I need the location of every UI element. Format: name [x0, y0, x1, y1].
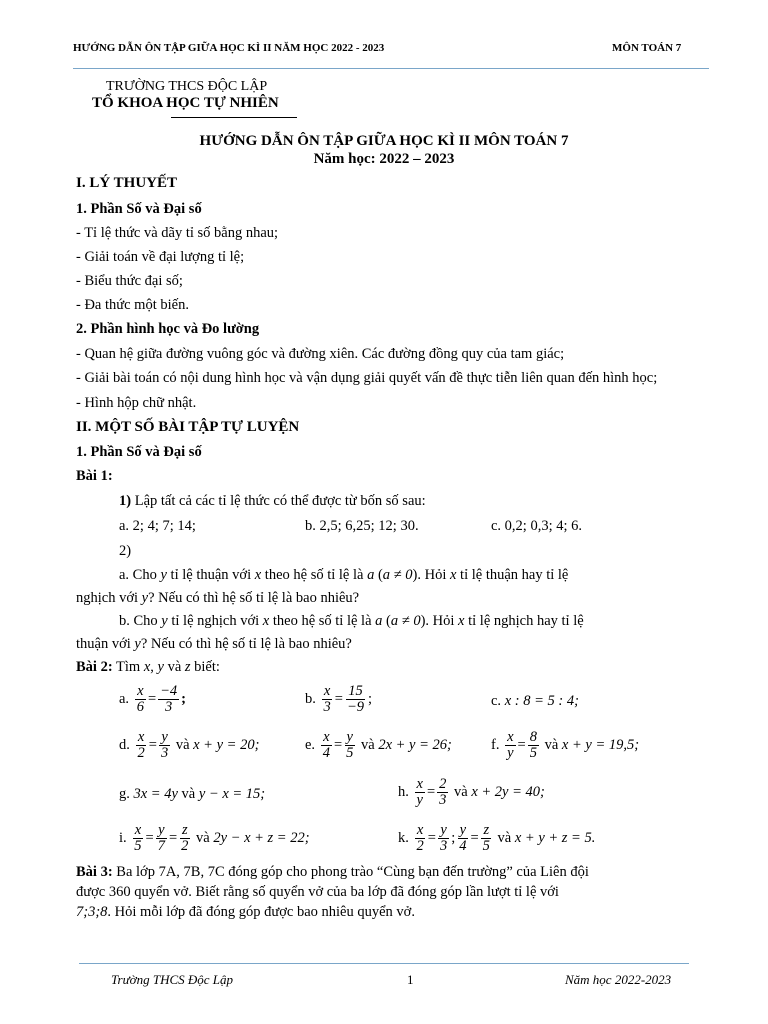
bai1-q1-option-c: c. 0,2; 0,3; 4; 6. [491, 518, 583, 534]
theory-geometry-item: - Quan hệ giữa đường vuông góc và đường xiên. Các đường đồng quy của tam giác; [76, 346, 565, 362]
theory-algebra-item: - Tỉ lệ thức và dãy tỉ số bằng nhau; [76, 225, 279, 241]
bai1-q2a-line1: a. Cho y tỉ lệ thuận với x theo hệ số tỉ lệ là a (a ≠ 0). Hỏi x tỉ lệ thuận hay tỉ lệ [119, 567, 569, 583]
bai1-q2a-line2: nghịch với y? Nếu có thì hệ số tỉ lệ là bao nhiêu? [76, 590, 360, 606]
running-header-subject: MÔN TOÁN 7 [612, 42, 682, 54]
theory-algebra-item: - Giải toán về đại lượng tỉ lệ; [76, 249, 245, 265]
bai3-label: Bài 3: [76, 864, 113, 880]
section-theory-heading: I. LÝ THUYẾT [76, 175, 178, 191]
bai2-item-b: b. $\frac{x}{3}$ = $\frac{15}{-9}$ ; [305, 683, 373, 716]
department-name: TỔ KHOA HỌC TỰ NHIÊN [92, 95, 279, 111]
header-rule [73, 68, 709, 69]
bai2-item-h: h. $\frac{x}{y}$ = $\frac{2}{3}$ và x + 2y = 40; [398, 776, 545, 809]
footer-rule [79, 963, 689, 964]
page-number: 1 [407, 972, 414, 987]
theory-algebra-item: - Biểu thức đại số; [76, 273, 183, 289]
bai2-item-a: a. $\frac{x}{6}$ = $\frac{-4}{3}$ ; [119, 683, 187, 716]
department-underline [171, 117, 297, 118]
bai1-q1-option-b: b. 2,5; 6,25; 12; 30. [305, 518, 419, 534]
bai2-label: Bài 2: [76, 659, 113, 675]
theory-geometry-item: - Hình hộp chữ nhật. [76, 395, 197, 411]
bai2-item-c: c. x : 8 = 5 : 4; [491, 693, 579, 709]
theory-geometry-item: - Giải bài toán có nội dung hình học và vận dụng giải quyết vấn đề thực tiễn liên quan đến hình học; [76, 370, 658, 386]
section-exercises-heading: II. MỘT SỐ BÀI TẬP TỰ LUYỆN [76, 419, 300, 435]
bai2-item-f: f. $\frac{x}{y}$ = $\frac{8}{5}$ và x + y = 19,5; [491, 729, 640, 762]
bai2-item-i: i. $\frac{x}{5}$ = $\frac{y}{7}$ = $\frac{z}{2}$ và 2y − x + z = 22; [119, 822, 310, 855]
theory-algebra-item: - Đa thức một biến. [76, 297, 189, 313]
bai3-line2: được 360 quyển vở. Biết rằng số quyển vở của ba lớp đã đóng góp lần lượt tỉ lệ với [76, 884, 559, 900]
bai1-q2-number: 2) [119, 543, 132, 559]
bai2-item-e: e. $\frac{x}{4}$ = $\frac{y}{5}$ và 2x + y = 26; [305, 729, 452, 762]
bai2-item-d: d. $\frac{x}{2}$ = $\frac{y}{3}$ và x + y = 20; [119, 729, 260, 762]
theory-algebra-heading: 1. Phần Số và Đại số [76, 201, 202, 217]
bai3-line1: Bài 3: Ba lớp 7A, 7B, 7C đóng góp cho phong trào “Cùng bạn đến trường” của Liên đội [76, 864, 589, 880]
exercises-algebra-heading: 1. Phần Số và Đại số [76, 444, 202, 460]
bai2-item-k: k. $\frac{x}{2}$ = $\frac{y}{3}$ ; $\frac{y}{4}$ = $\frac{z}{5}$ và x + y + z = 5. [398, 822, 596, 855]
bai2-intro: Bài 2: Tìm x, y và z biết: [76, 659, 220, 675]
bai1-q1-text: Lập tất cả các tỉ lệ thức có thể được từ bốn số sau: [131, 493, 426, 509]
document-title: HƯỚNG DẪN ÔN TẬP GIỮA HỌC KÌ II MÔN TOÁN 7 [199, 133, 569, 149]
bai2-item-g: g. 3x = 4y và y − x = 15; [119, 786, 266, 802]
bai1-q1 [119, 493, 426, 510]
school-name: TRƯỜNG THCS ĐỘC LẬP [106, 79, 268, 94]
bai1-q1-number: 1) [119, 493, 132, 509]
school-year: Năm học: 2022 – 2023 [313, 151, 455, 167]
theory-geometry-heading: 2. Phần hình học và Đo lường [76, 321, 260, 337]
bai1-q2b-line1: b. Cho y tỉ lệ nghịch với x theo hệ số tỉ lệ là a (a ≠ 0). Hỏi x tỉ lệ nghịch hay tỉ lệ [119, 613, 584, 629]
bai3-line3: 7;3;8. Hỏi mỗi lớp đã đóng góp được bao nhiêu quyển vở. [76, 904, 415, 920]
bai3-paragraph [76, 862, 686, 922]
bai1-q2b-line2: thuận với y? Nếu có thì hệ số tỉ lệ là bao nhiêu? [76, 636, 352, 652]
bai1-q1-option-a: a. 2; 4; 7; 14; [119, 518, 196, 534]
footer-year: Năm học 2022-2023 [565, 972, 672, 987]
footer-school: Trường THCS Độc Lập [111, 972, 234, 987]
running-header-title: HƯỚNG DẪN ÔN TẬP GIỮA HỌC KÌ II NĂM HỌC 2022 - 2023 [73, 42, 385, 54]
bai1-label: Bài 1: [76, 468, 113, 484]
